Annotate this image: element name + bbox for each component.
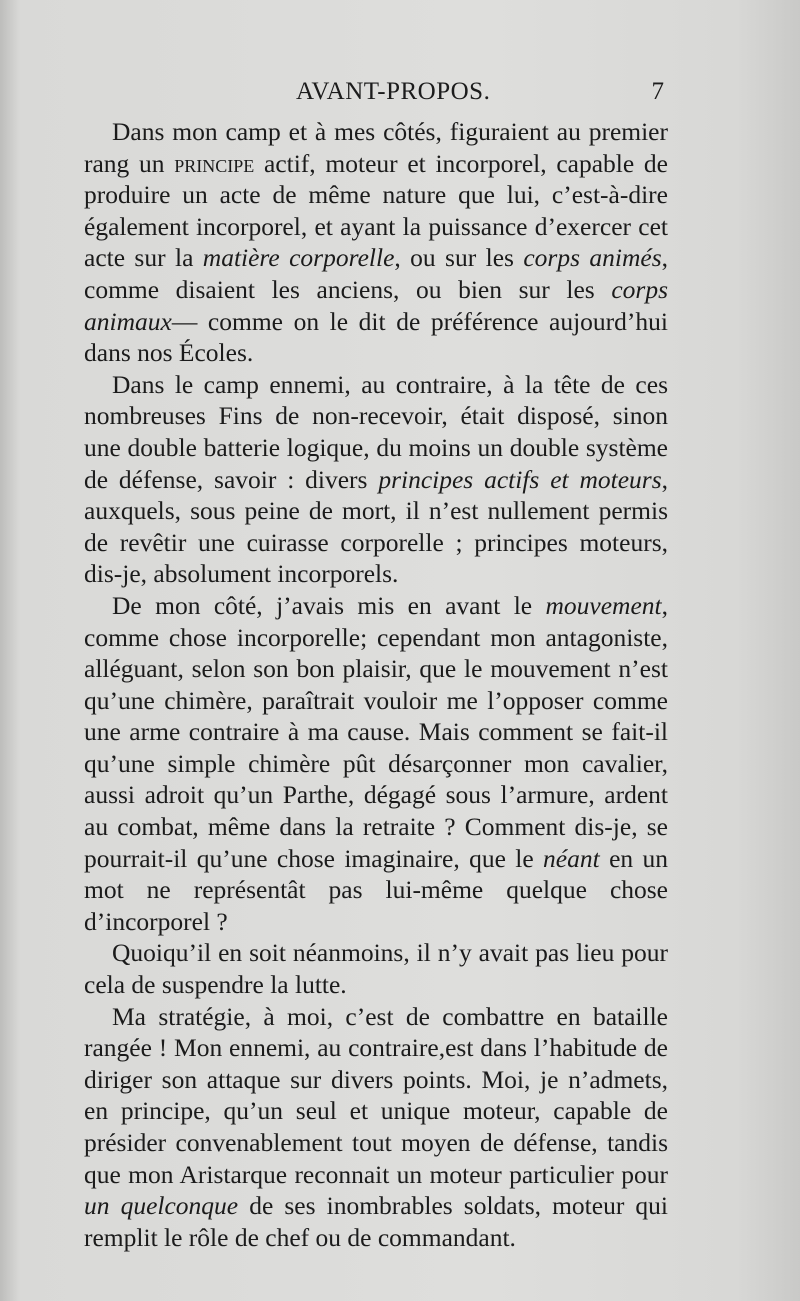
text-run: — comme on le dit de préférence aujourd’hui dans nos Écoles. — [84, 306, 668, 368]
italic-term: un quelconque — [84, 1191, 239, 1221]
italic-term: corps animés — [523, 243, 662, 273]
italic-term: néant — [543, 843, 600, 873]
text-run: , auxquels, sous peine de mort, il n’est nullement permis de revêtir une cuirasse corporelle ; principes moteurs, dis-je, absolument incorporels. — [84, 464, 668, 589]
paragraph-3 — [84, 590, 668, 938]
italic-term: mouvement — [545, 590, 662, 620]
body-text — [84, 116, 668, 1253]
text-run: de ses inombrables soldats, moteur qui remplit le rôle de chef ou de commandant. — [84, 1191, 668, 1252]
text-run: Dans le camp ennemi, au contraire, à la tête de ces nombreuses Fins de non-recevoir, était disposé, sinon une double batterie logique, du moins un double système de défense, savoir : divers — [84, 369, 668, 494]
text-run: Dans mon camp et à mes côtés, figuraient au premier rang un — [84, 117, 668, 178]
paragraph-2 — [84, 369, 668, 590]
paragraph-1 — [84, 116, 668, 369]
text-run: Quoiqu’il en soit néanmoins, il n’y avait pas lieu pour cela de suspendre la lutte. — [84, 938, 668, 1000]
text-run: , comme chose incorporelle; cependant mon antagoniste, alléguant, selon son bon plaisir, que le mouvement n’est qu’une chimère, paraîtrait vouloir me l’opposer comme une arme contraire à ma cause. Mais comment se fait-il qu’une simple chimère pût désarçonner mon cavalier, aussi adroit qu’un Parthe, dégagé sous l’armure, ardent au combat, même dans la retraite ? Comment dis-je, se pourrait-il qu’une chose imaginaire, que le — [84, 590, 668, 873]
italic-term: corps animaux — [84, 274, 668, 336]
running-title: AVANT-PROPOS. — [296, 78, 491, 105]
text-run: , comme disaient les anciens, ou bien sur les — [84, 243, 668, 304]
paragraph-5 — [84, 1001, 668, 1254]
text-run: en un mot ne représentât pas lui-même quelque chose d’incorporel ? — [84, 843, 668, 936]
italic-term: matière corporelle — [202, 243, 395, 273]
italic-term: principes actifs et moteurs — [378, 464, 662, 494]
text-run: actif, moteur et incorporel, capable de produire un acte de même nature que lui, c’est-à-dire également incorporel, et ayant la puissance d’exercer cet acte sur la — [84, 148, 668, 273]
small-caps-term: principe — [174, 148, 255, 178]
page-number: 7 — [651, 78, 664, 105]
text-run: Ma stratégie, à moi, c’est de combattre en bataille rangée ! Mon ennemi, au contraire,est dans l’habitude de diriger son attaque sur divers points. Moi, je n’admets, en principe, qu’un seul et unique moteur, capable de présider convenablement tout moyen de défense, tandis que mon Aristarque reconnait un moteur particulier pour — [84, 1001, 668, 1189]
text-run: , ou sur les — [394, 243, 524, 273]
paragraph-4 — [84, 937, 668, 1000]
page-header — [84, 78, 668, 118]
text-run: De mon côté, j’avais mis en avant le — [112, 590, 546, 620]
